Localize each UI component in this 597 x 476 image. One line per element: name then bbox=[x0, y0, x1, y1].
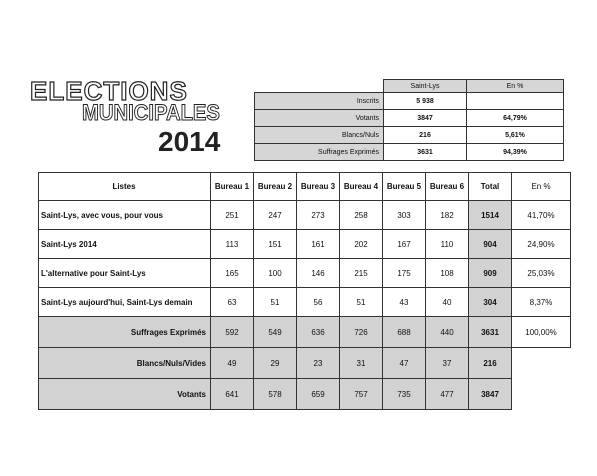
summary-row bbox=[255, 127, 564, 144]
results-header-row bbox=[39, 173, 571, 201]
bureau-value: 735 bbox=[383, 379, 426, 410]
header-bureau-6: Bureau 6 bbox=[426, 173, 469, 201]
bureau-value: 31 bbox=[340, 348, 383, 379]
summary-row bbox=[255, 144, 564, 161]
bureau-value: 641 bbox=[211, 379, 254, 410]
summary-label-blancs-nuls: Blancs/Nuls bbox=[255, 127, 384, 144]
list-name: Saint-Lys aujourd'hui, Saint-Lys demain bbox=[39, 288, 211, 317]
summary-table bbox=[254, 79, 564, 161]
bureau-value: 47 bbox=[383, 348, 426, 379]
bureau-value: 146 bbox=[297, 259, 340, 288]
bureau-value: 110 bbox=[426, 230, 469, 259]
total-value: 904 bbox=[469, 230, 512, 259]
summary-value-suffrages: 3631 bbox=[384, 144, 467, 161]
bureau-value: 100 bbox=[254, 259, 297, 288]
table-row bbox=[39, 259, 571, 288]
totals-label: Blancs/Nuls/Vides bbox=[39, 348, 211, 379]
elections-title bbox=[30, 76, 240, 166]
summary-row bbox=[255, 110, 564, 127]
summary-pct-votants: 64,79% bbox=[467, 110, 564, 127]
bureau-value: 37 bbox=[426, 348, 469, 379]
bureau-value: 477 bbox=[426, 379, 469, 410]
bureau-value: 592 bbox=[211, 317, 254, 348]
bureau-value: 258 bbox=[340, 201, 383, 230]
list-name: L'alternative pour Saint-Lys bbox=[39, 259, 211, 288]
bureau-value: 549 bbox=[254, 317, 297, 348]
bureau-value: 688 bbox=[383, 317, 426, 348]
pct-value: 25,03% bbox=[512, 259, 571, 288]
total-value: 3631 bbox=[469, 317, 512, 348]
summary-value-inscrits: 5 938 bbox=[384, 93, 467, 110]
header-bureau-5: Bureau 5 bbox=[383, 173, 426, 201]
header-total: Total bbox=[469, 173, 512, 201]
bureau-value: 151 bbox=[254, 230, 297, 259]
bureau-value: 757 bbox=[340, 379, 383, 410]
summary-header-blank bbox=[255, 80, 384, 93]
bureau-value: 440 bbox=[426, 317, 469, 348]
bureau-value: 182 bbox=[426, 201, 469, 230]
bureau-value: 29 bbox=[254, 348, 297, 379]
header-bureau-1: Bureau 1 bbox=[211, 173, 254, 201]
pct-value: 100,00% bbox=[512, 317, 571, 348]
total-value: 1514 bbox=[469, 201, 512, 230]
table-row bbox=[39, 288, 571, 317]
header-pct: En % bbox=[512, 173, 571, 201]
bureau-value: 273 bbox=[297, 201, 340, 230]
bureau-value: 726 bbox=[340, 317, 383, 348]
summary-label-votants: Votants bbox=[255, 110, 384, 127]
bureau-value: 108 bbox=[426, 259, 469, 288]
title-line-municipales: MUNICIPALES bbox=[82, 100, 220, 125]
pct-value: 8,37% bbox=[512, 288, 571, 317]
header-listes: Listes bbox=[39, 173, 211, 201]
bureau-value: 63 bbox=[211, 288, 254, 317]
title-line-year: 2014 bbox=[158, 126, 221, 157]
summary-pct-inscrits bbox=[467, 93, 564, 110]
bureau-value: 43 bbox=[383, 288, 426, 317]
title-line-elections: ELECTIONS bbox=[30, 76, 188, 106]
bureau-value: 578 bbox=[254, 379, 297, 410]
summary-pct-blancs-nuls: 5,61% bbox=[467, 127, 564, 144]
bureau-value: 636 bbox=[297, 317, 340, 348]
list-name: Saint-Lys, avec vous, pour vous bbox=[39, 201, 211, 230]
summary-pct-suffrages: 94,39% bbox=[467, 144, 564, 161]
summary-header-saint-lys: Saint-Lys bbox=[384, 80, 467, 93]
bureau-value: 202 bbox=[340, 230, 383, 259]
summary-header-row bbox=[255, 80, 564, 93]
results-table bbox=[38, 172, 571, 410]
summary-value-votants: 3847 bbox=[384, 110, 467, 127]
header-bureau-4: Bureau 4 bbox=[340, 173, 383, 201]
bureau-value: 167 bbox=[383, 230, 426, 259]
totals-row-suffrages bbox=[39, 317, 571, 348]
bureau-value: 56 bbox=[297, 288, 340, 317]
summary-label-suffrages: Suffrages Exprimés bbox=[255, 144, 384, 161]
bureau-value: 165 bbox=[211, 259, 254, 288]
bureau-value: 303 bbox=[383, 201, 426, 230]
bureau-value: 161 bbox=[297, 230, 340, 259]
bureau-value: 113 bbox=[211, 230, 254, 259]
bureau-value: 49 bbox=[211, 348, 254, 379]
summary-value-blancs-nuls: 216 bbox=[384, 127, 467, 144]
summary-row bbox=[255, 93, 564, 110]
total-value: 909 bbox=[469, 259, 512, 288]
bureau-value: 23 bbox=[297, 348, 340, 379]
bureau-value: 51 bbox=[254, 288, 297, 317]
header-bureau-2: Bureau 2 bbox=[254, 173, 297, 201]
bureau-value: 215 bbox=[340, 259, 383, 288]
table-row bbox=[39, 230, 571, 259]
bureau-value: 40 bbox=[426, 288, 469, 317]
pct-value: 41,70% bbox=[512, 201, 571, 230]
bureau-value: 247 bbox=[254, 201, 297, 230]
total-value: 3847 bbox=[469, 379, 512, 410]
bureau-value: 175 bbox=[383, 259, 426, 288]
pct-value: 24,90% bbox=[512, 230, 571, 259]
header-bureau-3: Bureau 3 bbox=[297, 173, 340, 201]
pct-empty bbox=[512, 348, 571, 379]
totals-row-votants bbox=[39, 379, 571, 410]
table-row bbox=[39, 201, 571, 230]
bureau-value: 251 bbox=[211, 201, 254, 230]
totals-label: Votants bbox=[39, 379, 211, 410]
total-value: 216 bbox=[469, 348, 512, 379]
total-value: 304 bbox=[469, 288, 512, 317]
summary-header-pct: En % bbox=[467, 80, 564, 93]
pct-empty bbox=[512, 379, 571, 410]
summary-label-inscrits: Inscrits bbox=[255, 93, 384, 110]
bureau-value: 659 bbox=[297, 379, 340, 410]
bureau-value: 51 bbox=[340, 288, 383, 317]
totals-row-blancs bbox=[39, 348, 571, 379]
totals-label: Suffrages Exprimés bbox=[39, 317, 211, 348]
list-name: Saint-Lys 2014 bbox=[39, 230, 211, 259]
